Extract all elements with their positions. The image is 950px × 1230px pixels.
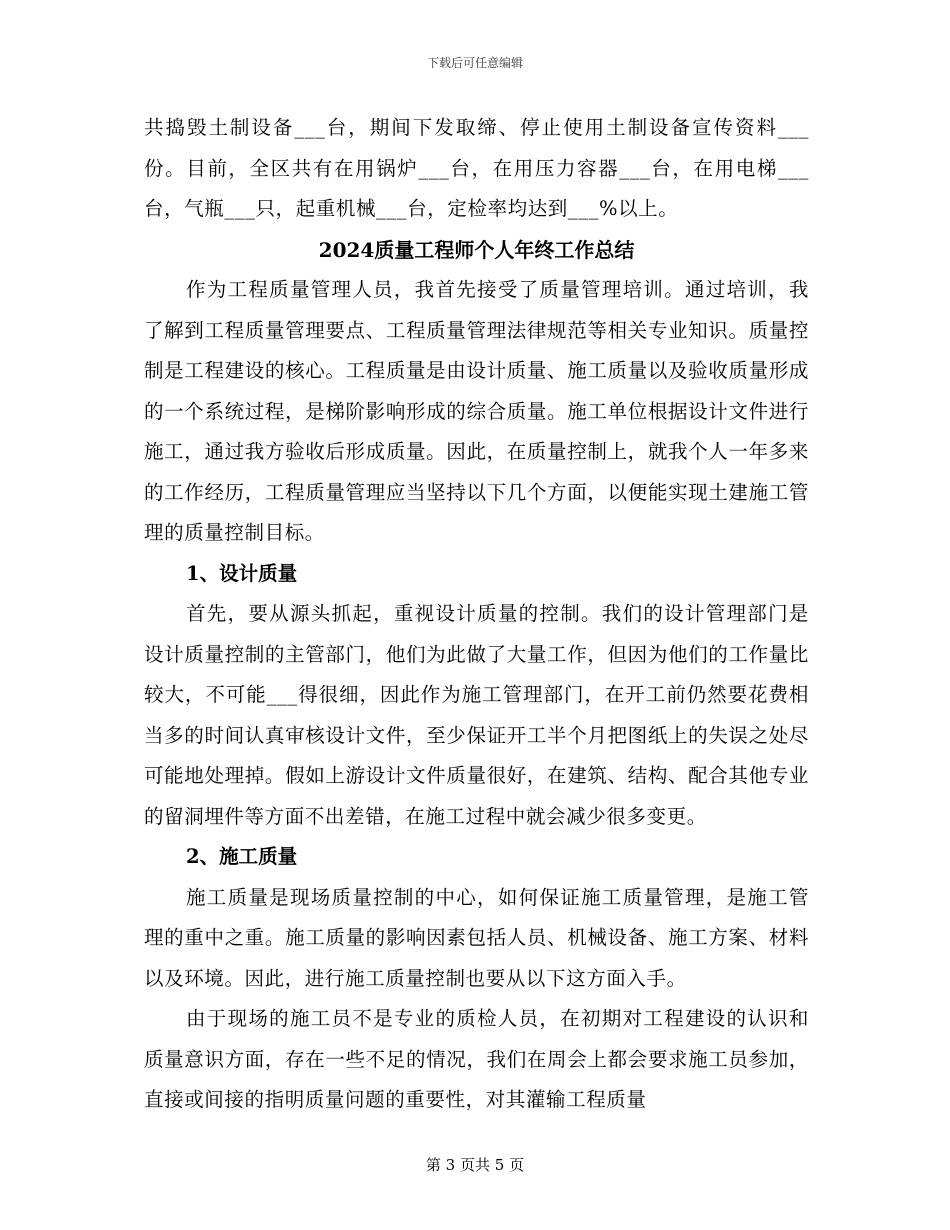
section-2-heading: 2、施工质量 <box>186 845 298 868</box>
page-number-footer: 第 3 页共 5 页 <box>425 1156 525 1174</box>
section-1-paragraph: 首先，要从源头抓起，重视设计质量的控制。我们的设计管理部门是设计质量控制的主管部门，他们为此做了大量工作，但因为他们的工作量比较大，不可能___得很细，因此作为施工管理部门，在开工前仍然要花费相当多的时间认真审核设计文件，至少保证开工半个月把图纸上的失误之处尽可能地处理掉。假如上游设计文件质量很好，在建筑、结构、配合其他专业的留洞埋件等方面不出差错，在施工过程中就会减少很多变更。 <box>144 602 809 828</box>
document-title: 2024质量工程师个人年终工作总结 <box>318 237 635 262</box>
intro-paragraph: 共捣毁土制设备___台，期间下发取缔、停止使用土制设备宣传资料___份。目前，全区共有在用锅炉___台，在用压力容器___台，在用电梯___台，气瓶___只，起重机械___台，定检率均达到___%以上。 <box>144 116 809 220</box>
section-1-heading: 1、设计质量 <box>186 561 298 585</box>
header-note: 下载后可任意编辑 <box>426 56 523 70</box>
section-2-paragraph-2: 由于现场的施工员不是专业的质检人员，在初期对工程建设的认识和质量意识方面，存在一些不足的情况，我们在周会上都会要求施工员参加，直接或间接的指明质量问题的重要性，对其灌输工程质量 <box>144 1007 809 1111</box>
document-body <box>144 108 809 1121</box>
section-2-paragraph-1: 施工质量是现场质量控制的中心，如何保证施工质量管理，是施工管理的重中之重。施工质量的影响因素包括人员、机械设备、施工方案、材料以及环境。因此，进行施工质量控制也要从以下这方面入手。 <box>144 885 809 990</box>
paragraph-1: 作为工程质量管理人员，我首先接受了质量管理培训。通过培训，我了解到工程质量管理要点、工程质量管理法律规范等相关专业知识。质量控制是工程建设的核心。工程质量是由设计质量、施工质量以及验收质量形成的一个系统过程，是梯阶影响形成的综合质量。施工单位根据设计文件进行施工，通过我方验收后形成质量。因此，在质量控制上，就我个人一年多来的工作经历，工程质量管理应当坚持以下几个方面，以便能实现土建施工管理的质量控制目标。 <box>144 278 809 544</box>
